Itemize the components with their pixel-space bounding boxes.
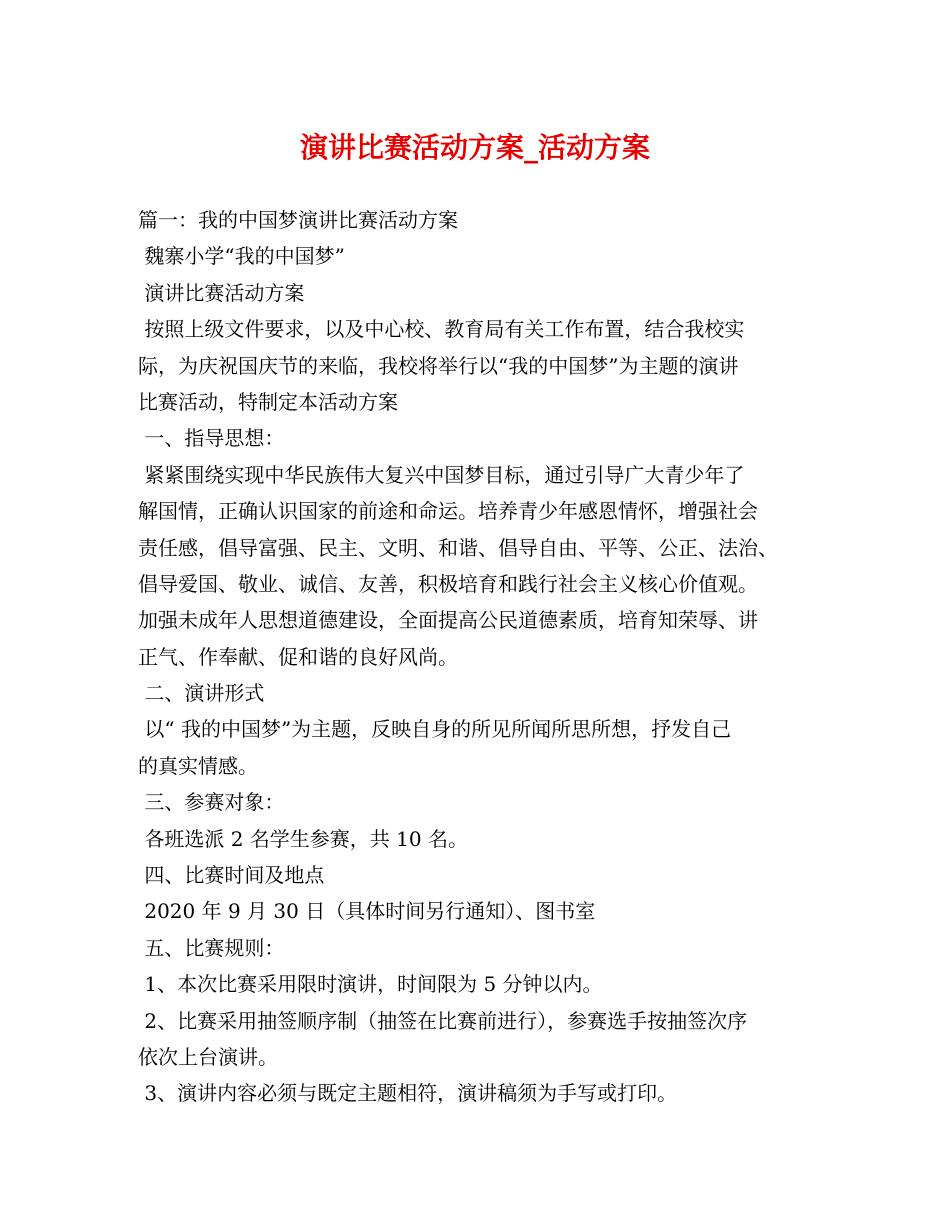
document-body (138, 202, 828, 1112)
paragraph-line: 正气、作奉献、促和谐的良好风尚。 (138, 644, 458, 669)
paragraph-line: 比赛活动，特制定本活动方案 (138, 389, 398, 414)
paragraph-line: 2020 年 9 月 30 日（具体时间另行通知）、图书室 (138, 899, 596, 924)
paragraph-line: 以“ 我的中国梦”为主题，反映自身的所见所闻所思所想，抒发自己 (138, 717, 732, 742)
paragraph-line: 紧紧围绕实现中华民族伟大复兴中国梦目标，通过引导广大青少年了 (138, 462, 745, 487)
paragraph-line: 三、参赛对象： (138, 790, 285, 815)
paragraph-line: 按照上级文件要求，以及中心校、教育局有关工作布置，结合我校实 (138, 317, 745, 342)
document-title: 演讲比赛活动方案_活动方案 (299, 131, 650, 164)
paragraph-line: 魏寨小学“我的中国梦” (138, 244, 345, 269)
paragraph-line: 五、比赛规则： (138, 935, 285, 960)
paragraph-line: 依次上台演讲。 (138, 1044, 278, 1069)
paragraph-line: 四、比赛时间及地点 (138, 863, 325, 888)
paragraph-line: 二、演讲形式 (138, 681, 265, 706)
paragraph-line: 解国情，正确认识国家的前途和命运。培养青少年感恩情怀，增强社会 (138, 499, 758, 524)
paragraph-line: 倡导爱国、敬业、诚信、友善，积极培育和践行社会主义核心价值观。 (138, 571, 758, 596)
paragraph-line: 际，为庆祝国庆节的来临，我校将举行以“我的中国梦”为主题的演讲 (138, 353, 739, 378)
paragraph-line: 演讲比赛活动方案 (138, 280, 305, 305)
paragraph-line: 3、演讲内容必须与既定主题相符，演讲稿须为手写或打印。 (138, 1081, 678, 1106)
paragraph-line: 1、本次比赛采用限时演讲，时间限为 5 分钟以内。 (138, 972, 603, 997)
paragraph-line: 责任感，倡导富强、民主、文明、和谐、倡导自由、平等、公正、法治、 (138, 535, 778, 560)
paragraph-line: 2、比赛采用抽签顺序制（抽签在比赛前进行），参赛选手按抽签次序 (138, 1008, 748, 1033)
paragraph-line: 各班选派 2 名学生参赛，共 10 名。 (138, 826, 468, 851)
paragraph-line: 篇一：我的中国梦演讲比赛活动方案 (138, 208, 458, 232)
paragraph-line: 加强未成年人思想道德建设，全面提高公民道德素质，培育知荣辱、讲 (138, 608, 758, 633)
paragraph-line: 的真实情感。 (138, 753, 258, 778)
paragraph-line: 一、指导思想： (138, 426, 285, 451)
